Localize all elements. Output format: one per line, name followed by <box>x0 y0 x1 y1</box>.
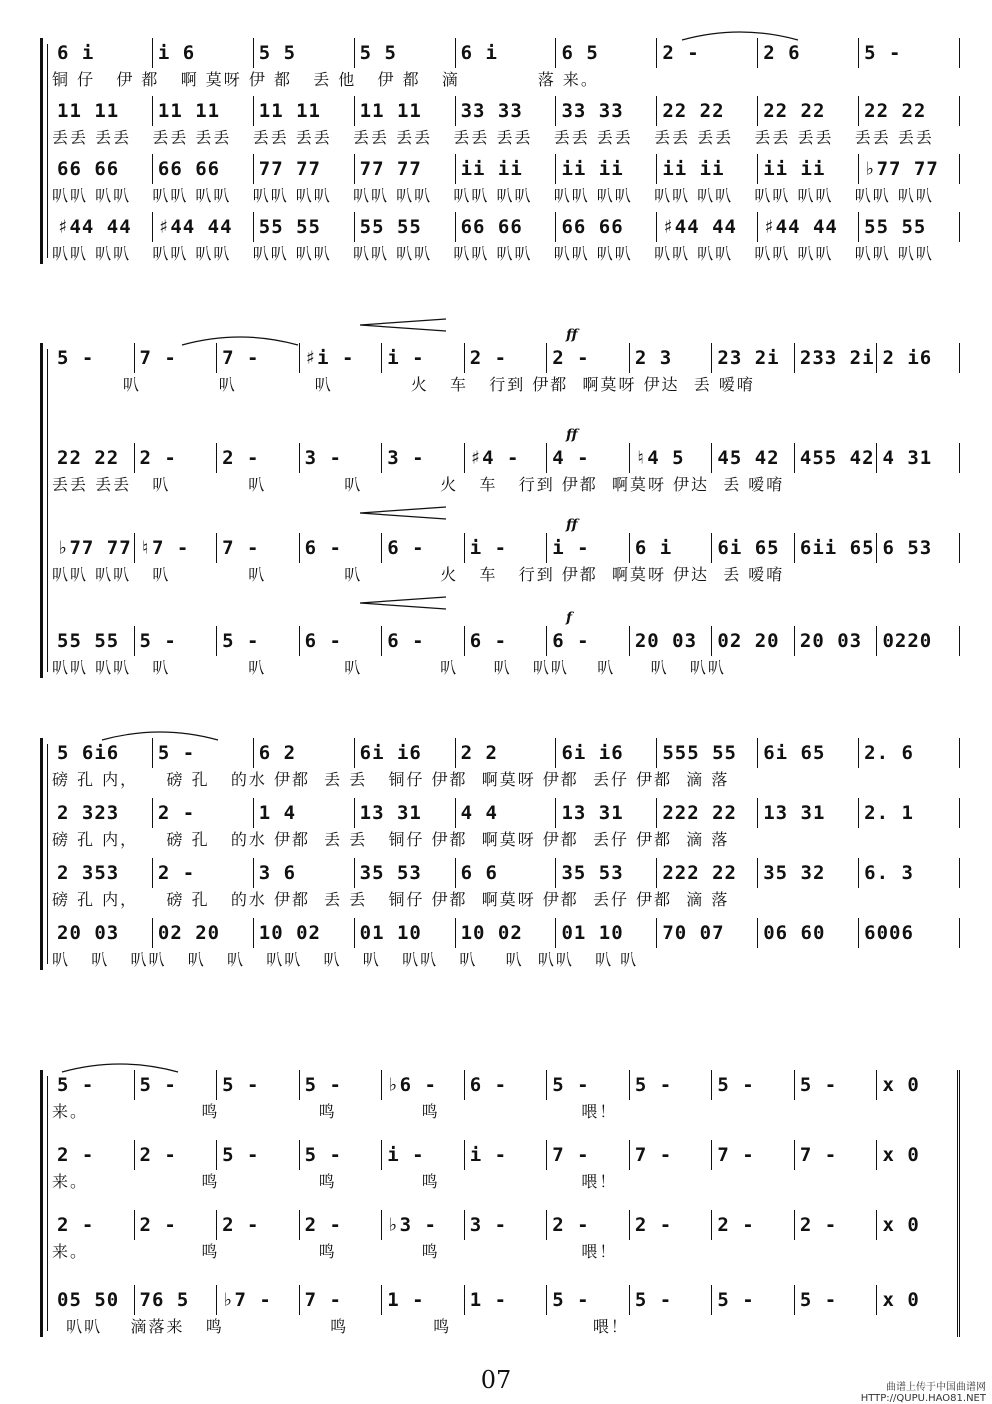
notation-row <box>52 918 960 948</box>
lyric-line: 磅 孔 内， 磅 孔 的水 伊都 丢 丢 铜仔 伊都 啊莫呀 伊都 丢仔 伊都 滴 落 <box>52 770 730 789</box>
barline <box>959 738 960 768</box>
measure: ♭77 77 <box>858 154 959 184</box>
system-bracket <box>40 343 43 678</box>
measure: 5 - <box>546 1070 629 1100</box>
measure: 02 20 <box>152 918 253 948</box>
lyric-line: 叭叭 叭叭 叭叭 叭叭 叭叭 叭叭 叭叭 叭叭 叭叭 叭叭 叭叭 叭叭 叭叭 叭叭 叭叭 叭叭 叭叭 叭叭 <box>52 244 934 263</box>
system-bracket-inner <box>47 44 48 258</box>
measure: 6 6 <box>455 858 556 888</box>
measure: 6 i <box>629 533 712 563</box>
measure: 7 - <box>546 1140 629 1170</box>
dynamic-marking: f <box>566 610 573 626</box>
measure: ♮7 - <box>134 533 217 563</box>
slur <box>100 728 220 742</box>
measure: 2 - <box>794 1210 877 1240</box>
page-number: 07 <box>480 1366 512 1394</box>
notation-row <box>52 533 960 563</box>
system-bracket-inner <box>47 1076 48 1331</box>
measure: 6 - <box>464 1070 547 1100</box>
measure: 6 - <box>299 533 382 563</box>
measure: 2 - <box>216 1210 299 1240</box>
measure: 13 31 <box>555 798 656 828</box>
measure: ii ii <box>656 154 757 184</box>
barline <box>959 858 960 888</box>
measure: 55 55 <box>858 212 959 242</box>
barline <box>959 443 960 473</box>
lyric-line: 叭 叭 叭 火 车 行到 伊都 啊莫呀 伊达 丢 嗳唷 <box>52 375 755 394</box>
lyric-line: 磅 孔 内， 磅 孔 的水 伊都 丢 丢 铜仔 伊都 啊莫呀 伊都 丢仔 伊都 滴 落 <box>52 890 730 909</box>
measure: 2 - <box>134 1210 217 1240</box>
measure: 6 i <box>455 38 556 68</box>
measure: 11 11 <box>253 96 354 126</box>
measure: 1 - <box>381 1285 464 1315</box>
measure: ii ii <box>455 154 556 184</box>
measure: 2 - <box>711 1210 794 1240</box>
notation-row <box>52 154 960 184</box>
measure: 23 2i <box>711 343 794 373</box>
lyric-line: 来。 鸣 鸣 鸣 喂！ <box>52 1102 618 1121</box>
measure: 02 20 <box>711 626 794 656</box>
measure: 20 03 <box>57 922 120 944</box>
measure: 05 50 <box>57 1289 120 1311</box>
measure: x 0 <box>876 1210 959 1240</box>
measure: 6. 3 <box>858 858 959 888</box>
measure: 3 - <box>464 1210 547 1240</box>
measure: ♭6 - <box>381 1070 464 1100</box>
measure: 2 - <box>57 1214 95 1236</box>
measure: 33 33 <box>455 96 556 126</box>
measure: ♭3 - <box>381 1210 464 1240</box>
lyric-line: 来。 鸣 鸣 鸣 喂！ <box>52 1172 618 1191</box>
watermark-line-1: 曲谱上传于中国曲谱网 <box>886 1382 986 1393</box>
lyric-line: 来。 鸣 鸣 鸣 喂！ <box>52 1242 618 1261</box>
measure: 6 2 <box>253 738 354 768</box>
measure: 2 - <box>57 1144 95 1166</box>
measure: 2 - <box>134 443 217 473</box>
measure: 5 - <box>152 738 253 768</box>
crescendo-hairpin <box>358 595 448 611</box>
barline <box>959 918 960 948</box>
measure: i - <box>381 1140 464 1170</box>
measure: ♯4 - <box>464 443 547 473</box>
notation-row <box>52 343 960 373</box>
measure: 7 - <box>299 1285 382 1315</box>
slur <box>180 333 300 347</box>
measure: x 0 <box>876 1070 959 1100</box>
measure: 76 5 <box>134 1285 217 1315</box>
notation-row <box>52 38 960 68</box>
barline <box>959 212 960 242</box>
measure: 1 - <box>464 1285 547 1315</box>
measure: 5 - <box>299 1140 382 1170</box>
measure: 2 3 <box>629 343 712 373</box>
measure: 222 22 <box>656 858 757 888</box>
measure: ♯i - <box>299 343 382 373</box>
measure: 455 42 <box>794 443 877 473</box>
barline <box>959 154 960 184</box>
measure: 6 i <box>57 42 95 64</box>
measure: 2 - <box>299 1210 382 1240</box>
measure: 2 - <box>152 858 253 888</box>
measure: 5 - <box>858 38 959 68</box>
measure: 7 - <box>794 1140 877 1170</box>
notation-row <box>52 858 960 888</box>
measure: 20 03 <box>794 626 877 656</box>
measure: 2 - <box>629 1210 712 1240</box>
measure: 6i i6 <box>354 738 455 768</box>
system-4 <box>40 1070 960 1343</box>
measure: 2 - <box>546 343 629 373</box>
notation-row <box>52 443 960 473</box>
lyric-line: 叭 叭 叭叭 叭 叭 叭叭 叭 叭 叭叭 叭 叭 叭叭 叭 叭 <box>52 950 639 969</box>
measure: 70 07 <box>656 918 757 948</box>
measure: 6i i6 <box>555 738 656 768</box>
measure: 77 77 <box>253 154 354 184</box>
measure: 5 - <box>134 1070 217 1100</box>
crescendo-hairpin <box>358 317 448 333</box>
measure: 01 10 <box>555 918 656 948</box>
notation-row <box>52 1070 960 1100</box>
measure: 5 5 <box>354 38 455 68</box>
measure: 7 - <box>216 533 299 563</box>
measure: 01 10 <box>354 918 455 948</box>
measure: x 0 <box>876 1285 959 1315</box>
measure: ♭77 77 <box>57 537 132 559</box>
barline <box>959 626 960 656</box>
measure: 55 55 <box>57 630 120 652</box>
measure: 1 4 <box>253 798 354 828</box>
notation-row <box>52 1140 960 1170</box>
measure: 66 66 <box>555 212 656 242</box>
measure: 5 5 <box>253 38 354 68</box>
measure: 5 - <box>57 347 95 369</box>
measure: 233 2i <box>794 343 877 373</box>
lyric-line: 丢丢 丢丢 丢丢 丢丢 丢丢 丢丢 丢丢 丢丢 丢丢 丢丢 丢丢 丢丢 丢丢 丢丢 丢丢 丢丢 丢丢 丢丢 <box>52 128 934 147</box>
measure: i 6 <box>152 38 253 68</box>
barline <box>959 798 960 828</box>
crescendo-hairpin <box>358 505 448 521</box>
system-bracket <box>40 738 43 970</box>
measure: 2 - <box>656 38 757 68</box>
measure: 66 66 <box>57 158 120 180</box>
barline <box>959 533 960 563</box>
lyric-line: 叭叭 叭叭 叭 叭 叭 叭 叭 叭叭 叭 叭 叭叭 <box>52 658 726 677</box>
system-bracket-inner <box>47 744 48 964</box>
measure: 2 2 <box>455 738 556 768</box>
measure: 20 03 <box>629 626 712 656</box>
measure: 66 66 <box>455 212 556 242</box>
dynamic-marking: ff <box>566 517 578 533</box>
measure: 6 53 <box>876 533 959 563</box>
measure: 6i 65 <box>711 533 794 563</box>
system-bracket <box>40 38 43 264</box>
system-3 <box>40 738 960 976</box>
notation-row <box>52 738 960 768</box>
measure: 2 6 <box>757 38 858 68</box>
measure: 5 - <box>711 1070 794 1100</box>
measure: 11 11 <box>354 96 455 126</box>
measure: 6i 65 <box>757 738 858 768</box>
measure: 7 - <box>711 1140 794 1170</box>
measure: 4 4 <box>455 798 556 828</box>
lyric-line: 叭叭 滴落来 鸣 鸣 鸣 喂！ <box>52 1317 629 1336</box>
lyric-line: 铜 仔 伊 都 啊 莫呀 伊 都 丢 他 伊 都 滴 落 来。 <box>52 70 599 89</box>
notation-row <box>52 1285 960 1315</box>
measure: 2 - <box>152 798 253 828</box>
measure: 5 - <box>794 1285 877 1315</box>
measure: 2 i6 <box>876 343 959 373</box>
final-barline <box>951 1070 960 1337</box>
lyric-line: 丢丢 丢丢 叭 叭 叭 火 车 行到 伊都 啊莫呀 伊达 丢 嗳唷 <box>52 475 785 494</box>
measure: 0220 <box>876 626 959 656</box>
system-bracket <box>40 1070 43 1337</box>
measure: 222 22 <box>656 798 757 828</box>
measure: 22 22 <box>656 96 757 126</box>
measure: i - <box>546 533 629 563</box>
measure: 5 - <box>216 1070 299 1100</box>
measure: 10 02 <box>455 918 556 948</box>
measure: 35 53 <box>555 858 656 888</box>
measure: ♯44 44 <box>57 216 132 238</box>
measure: 6 - <box>381 533 464 563</box>
slur <box>680 28 800 42</box>
lyric-line: 叭叭 叭叭 叭 叭 叭 火 车 行到 伊都 啊莫呀 伊达 丢 嗳唷 <box>52 565 785 584</box>
measure: 5 - <box>629 1285 712 1315</box>
watermark-line-2: HTTP://QUPU.HAO81.NET <box>860 1393 986 1404</box>
measure: 5 - <box>57 1074 95 1096</box>
dynamic-marking: ff <box>566 427 578 443</box>
measure: ♭7 - <box>216 1285 299 1315</box>
lyric-line: 叭叭 叭叭 叭叭 叭叭 叭叭 叭叭 叭叭 叭叭 叭叭 叭叭 叭叭 叭叭 叭叭 叭叭 叭叭 叭叭 叭叭 叭叭 <box>52 186 934 205</box>
measure: 13 31 <box>757 798 858 828</box>
measure: x 0 <box>876 1140 959 1170</box>
system-bracket-inner <box>47 349 48 672</box>
measure: 2 - <box>134 1140 217 1170</box>
measure: 6006 <box>858 918 959 948</box>
measure: i - <box>464 1140 547 1170</box>
measure: 6 5 <box>555 38 656 68</box>
measure: 7 - <box>216 343 299 373</box>
measure: 5 - <box>629 1070 712 1100</box>
measure: 5 - <box>134 626 217 656</box>
measure: 6 - <box>299 626 382 656</box>
measure: 2 - <box>464 343 547 373</box>
measure: 33 33 <box>555 96 656 126</box>
measure: 5 - <box>711 1285 794 1315</box>
measure: 4 31 <box>876 443 959 473</box>
measure: i - <box>464 533 547 563</box>
measure: 45 42 <box>711 443 794 473</box>
notation-row <box>52 212 960 242</box>
measure: 35 32 <box>757 858 858 888</box>
notation-row <box>52 626 960 656</box>
measure: 3 6 <box>253 858 354 888</box>
measure: 77 77 <box>354 154 455 184</box>
barline <box>959 96 960 126</box>
measure: 11 11 <box>57 100 120 122</box>
measure: ii ii <box>757 154 858 184</box>
measure: 4 - <box>546 443 629 473</box>
barline <box>959 343 960 373</box>
measure: ♮4 5 <box>629 443 712 473</box>
measure: 11 11 <box>152 96 253 126</box>
measure: 2. 1 <box>858 798 959 828</box>
measure: 66 66 <box>152 154 253 184</box>
dynamic-marking: ff <box>566 327 578 343</box>
measure: i - <box>381 343 464 373</box>
measure: 2. 6 <box>858 738 959 768</box>
barline <box>959 38 960 68</box>
watermark <box>861 1382 986 1404</box>
measure: 5 - <box>299 1070 382 1100</box>
measure: 06 60 <box>757 918 858 948</box>
notation-row <box>52 798 960 828</box>
measure: 6ii 65 <box>794 533 877 563</box>
measure: ♯44 44 <box>656 212 757 242</box>
measure: 5 - <box>216 626 299 656</box>
measure: 7 - <box>134 343 217 373</box>
lyric-line: 磅 孔 内， 磅 孔 的水 伊都 丢 丢 铜仔 伊都 啊莫呀 伊都 丢仔 伊都 滴 落 <box>52 830 730 849</box>
measure: 5 - <box>216 1140 299 1170</box>
measure: ♯44 44 <box>757 212 858 242</box>
measure: 5 - <box>546 1285 629 1315</box>
measure: 2 - <box>216 443 299 473</box>
measure: 2 - <box>546 1210 629 1240</box>
measure: 5 - <box>794 1070 877 1100</box>
measure: 6 - <box>546 626 629 656</box>
system-1 <box>40 38 960 270</box>
measure: 22 22 <box>57 447 120 469</box>
measure: 3 - <box>381 443 464 473</box>
measure: 5 6i6 <box>57 742 120 764</box>
measure: ii ii <box>555 154 656 184</box>
measure: 13 31 <box>354 798 455 828</box>
measure: 35 53 <box>354 858 455 888</box>
measure: 55 55 <box>354 212 455 242</box>
measure: 7 - <box>629 1140 712 1170</box>
measure: 6 - <box>464 626 547 656</box>
measure: 22 22 <box>858 96 959 126</box>
measure: 3 - <box>299 443 382 473</box>
system-2 <box>40 327 960 684</box>
measure: 2 323 <box>57 802 120 824</box>
measure: ♯44 44 <box>152 212 253 242</box>
measure: 22 22 <box>757 96 858 126</box>
measure: 55 55 <box>253 212 354 242</box>
measure: 555 55 <box>656 738 757 768</box>
slur <box>60 1060 180 1074</box>
measure: 2 353 <box>57 862 120 884</box>
measure: 6 - <box>381 626 464 656</box>
measure: 10 02 <box>253 918 354 948</box>
notation-row <box>52 1210 960 1240</box>
notation-row <box>52 96 960 126</box>
